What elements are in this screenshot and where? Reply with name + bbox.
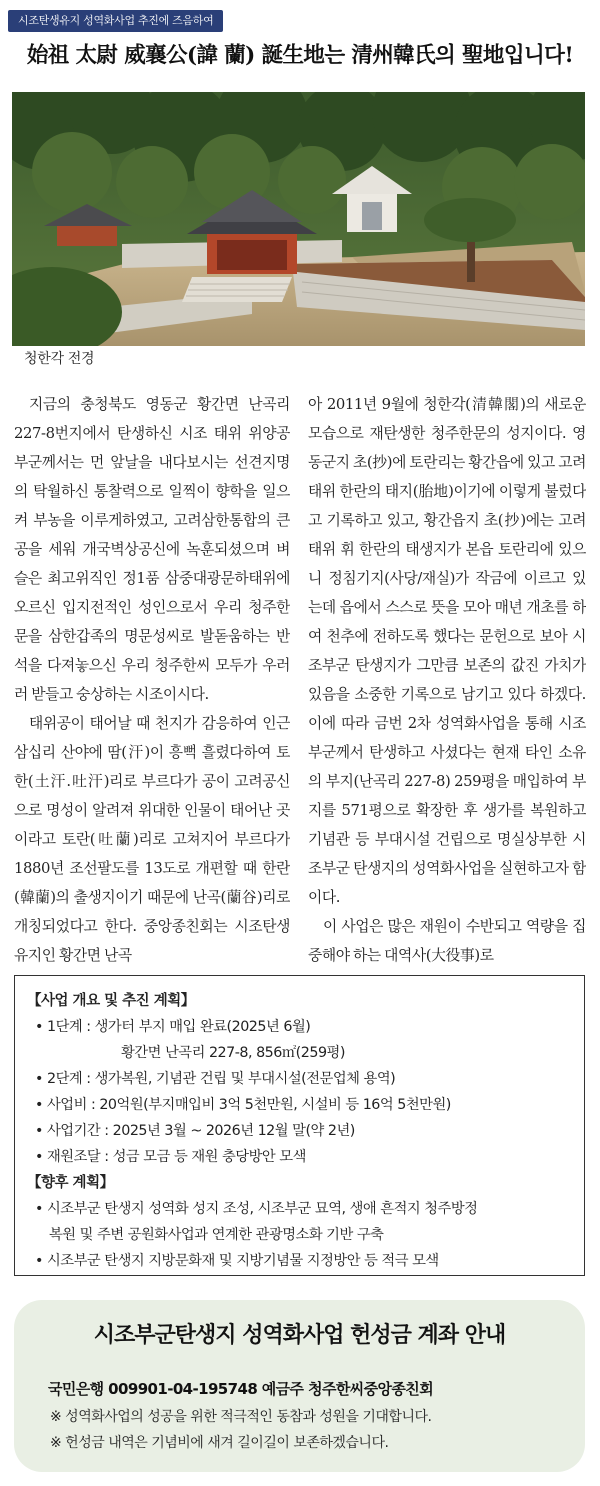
section-tag: 시조탄생유지 성역화사업 추진에 즈음하여 (8, 10, 223, 32)
article-paragraph: 이 사업은 많은 재원이 수반되고 역량을 집중해야 하는 대역사(大役事)로 (308, 918, 586, 964)
section-title-future: 【향후 계획】 (27, 1175, 114, 1191)
plan-item-period: • 사업기간 : 2025년 3월 ~ 2026년 12월 말(약 2년) (35, 1123, 355, 1139)
future-item-1: • 시조부군 탄생지 성역화 성지 조성, 시조부군 묘역, 생애 흔적지 청주방정 (35, 1201, 478, 1217)
bank-account: 국민은행 009901-04-195748 예금주 청주한씨중앙종친회 (48, 1380, 434, 1398)
plan-item-cost: • 사업비 : 20억원(부지매입비 3억 5천만원, 시설비 등 16억 5천만원) (35, 1097, 451, 1113)
plan-item-funding: • 재원조달 : 성금 모금 등 재원 충당방안 모색 (35, 1149, 306, 1165)
headline: 始祖 太尉 威襄公(諱 蘭) 誕生地는 清州韓氏의 聖地입니다! (26, 43, 574, 68)
article-column-left (14, 390, 290, 964)
section-title-overview: 【사업 개요 및 추진 계획】 (27, 993, 195, 1009)
article-paragraph: 태위공이 태어날 때 천지가 감응하여 인근 삼십리 산야에 땀(汗)이 흥뻑 흘렸다하여 토한(土汗.吐汗)리로 부르다가 공이 고려공신으로 명성이 알려져 위대한 인물이 태어난 곳 이라고 토란(吐蘭)리로 고쳐지어 부르다가 1880년 조선팔도를 13도로 개편할 때 한란(韓蘭)의 출생지이기 때문에 난곡(蘭谷)리로 개칭되었다고 한다. 중앙종친회는 시조탄생유지인 황간면 난곡 (14, 715, 290, 964)
notice-note: ※ 성역화사업의 성공을 위한 적극적인 동참과 성원을 기대합니다. (50, 1409, 432, 1425)
future-item-1-continued: 복원 및 주변 공원화사업과 연계한 관광명소화 기반 구축 (49, 1227, 384, 1243)
article-paragraph: 지금의 충청북도 영동군 황간면 난곡리 227-8번지에서 탄생하신 시조 태위 위양공부군께서는 먼 앞날을 내다보시는 선견지명의 탁월하신 통찰력으로 일찍이 향학을 일으켜 부농을 이루게하였고, 고려삼한통합의 큰 공을 세워 개국벽상공신에 녹훈되셨으며 벼슬은 최고위직인 정1품 삼중대광문하태위에 오르신 입지전적인 성인으로서 우리 청주한문을 삼한갑족의 명문성씨로 발돋움하는 반석을 다져놓으신 우리 청주한씨 모두가 우러러 받들고 숭상하는 시조이시다. (14, 396, 290, 703)
future-item-2: • 시조부군 탄생지 지방문화재 및 지방기념물 지정방안 등 적극 모색 (35, 1253, 439, 1269)
notice-note: ※ 헌성금 내역은 기념비에 새겨 길이길이 보존하겠습니다. (50, 1435, 389, 1451)
photo-caption: 청한각 전경 (24, 351, 95, 367)
plan-item-step1: • 1단계 : 생가터 부지 매입 완료(2025년 6월) (35, 1019, 311, 1035)
plan-box (14, 975, 585, 1276)
plan-item-step2: • 2단계 : 생가복원, 기념관 건립 및 부대시설(전문업체 용역) (35, 1071, 396, 1087)
donation-notice (14, 1300, 585, 1472)
notice-title: 시조부군탄생지 성역화사업 헌성금 계좌 안내 (93, 1323, 506, 1348)
plan-item-step1-detail: 황간면 난곡리 227-8, 856㎡(259평) (121, 1045, 345, 1061)
article-column-right (308, 390, 586, 964)
shrine-illustration (12, 92, 585, 346)
photo-cheonghangak (12, 92, 585, 346)
article-paragraph: 아 2011년 9월에 청한각(清韓閣)의 새로운 모습으로 재탄생한 청주한문의 성지이다. 영동군지 초(抄)에 토란리는 황간읍에 있고 고려 태위 한란의 태지(胎地)이기에 이렇게 불렀다고 기록하고 있고, 황간읍지 초(抄)에는 고려 태위 휘 한란의 태생지가 본읍 토란리에 있으니 정침기지(사당/재실)가 작금에 이르고 있는데 읍에서 스스로 뜻을 모아 매년 개초를 하여 천추에 전하도록 했다는 문헌으로 보아 시조부군 탄생지가 그만큼 보존의 값진 가치가 있음을 소중한 기록으로 남기고 있다 하겠다. 이에 따라 금번 2차 성역화사업을 통해 시조부군께서 탄생하고 사셨다는 현재 타인 소유의 부지(난곡리 227-8) 259평을 매입하여 부지를 571평으로 확장한 후 생가를 복원하고 기념관 등 부대시설 건립으로 명실상부한 시조부군 탄생지의 성역화사업을 실현하고자 함이다. (308, 396, 586, 906)
